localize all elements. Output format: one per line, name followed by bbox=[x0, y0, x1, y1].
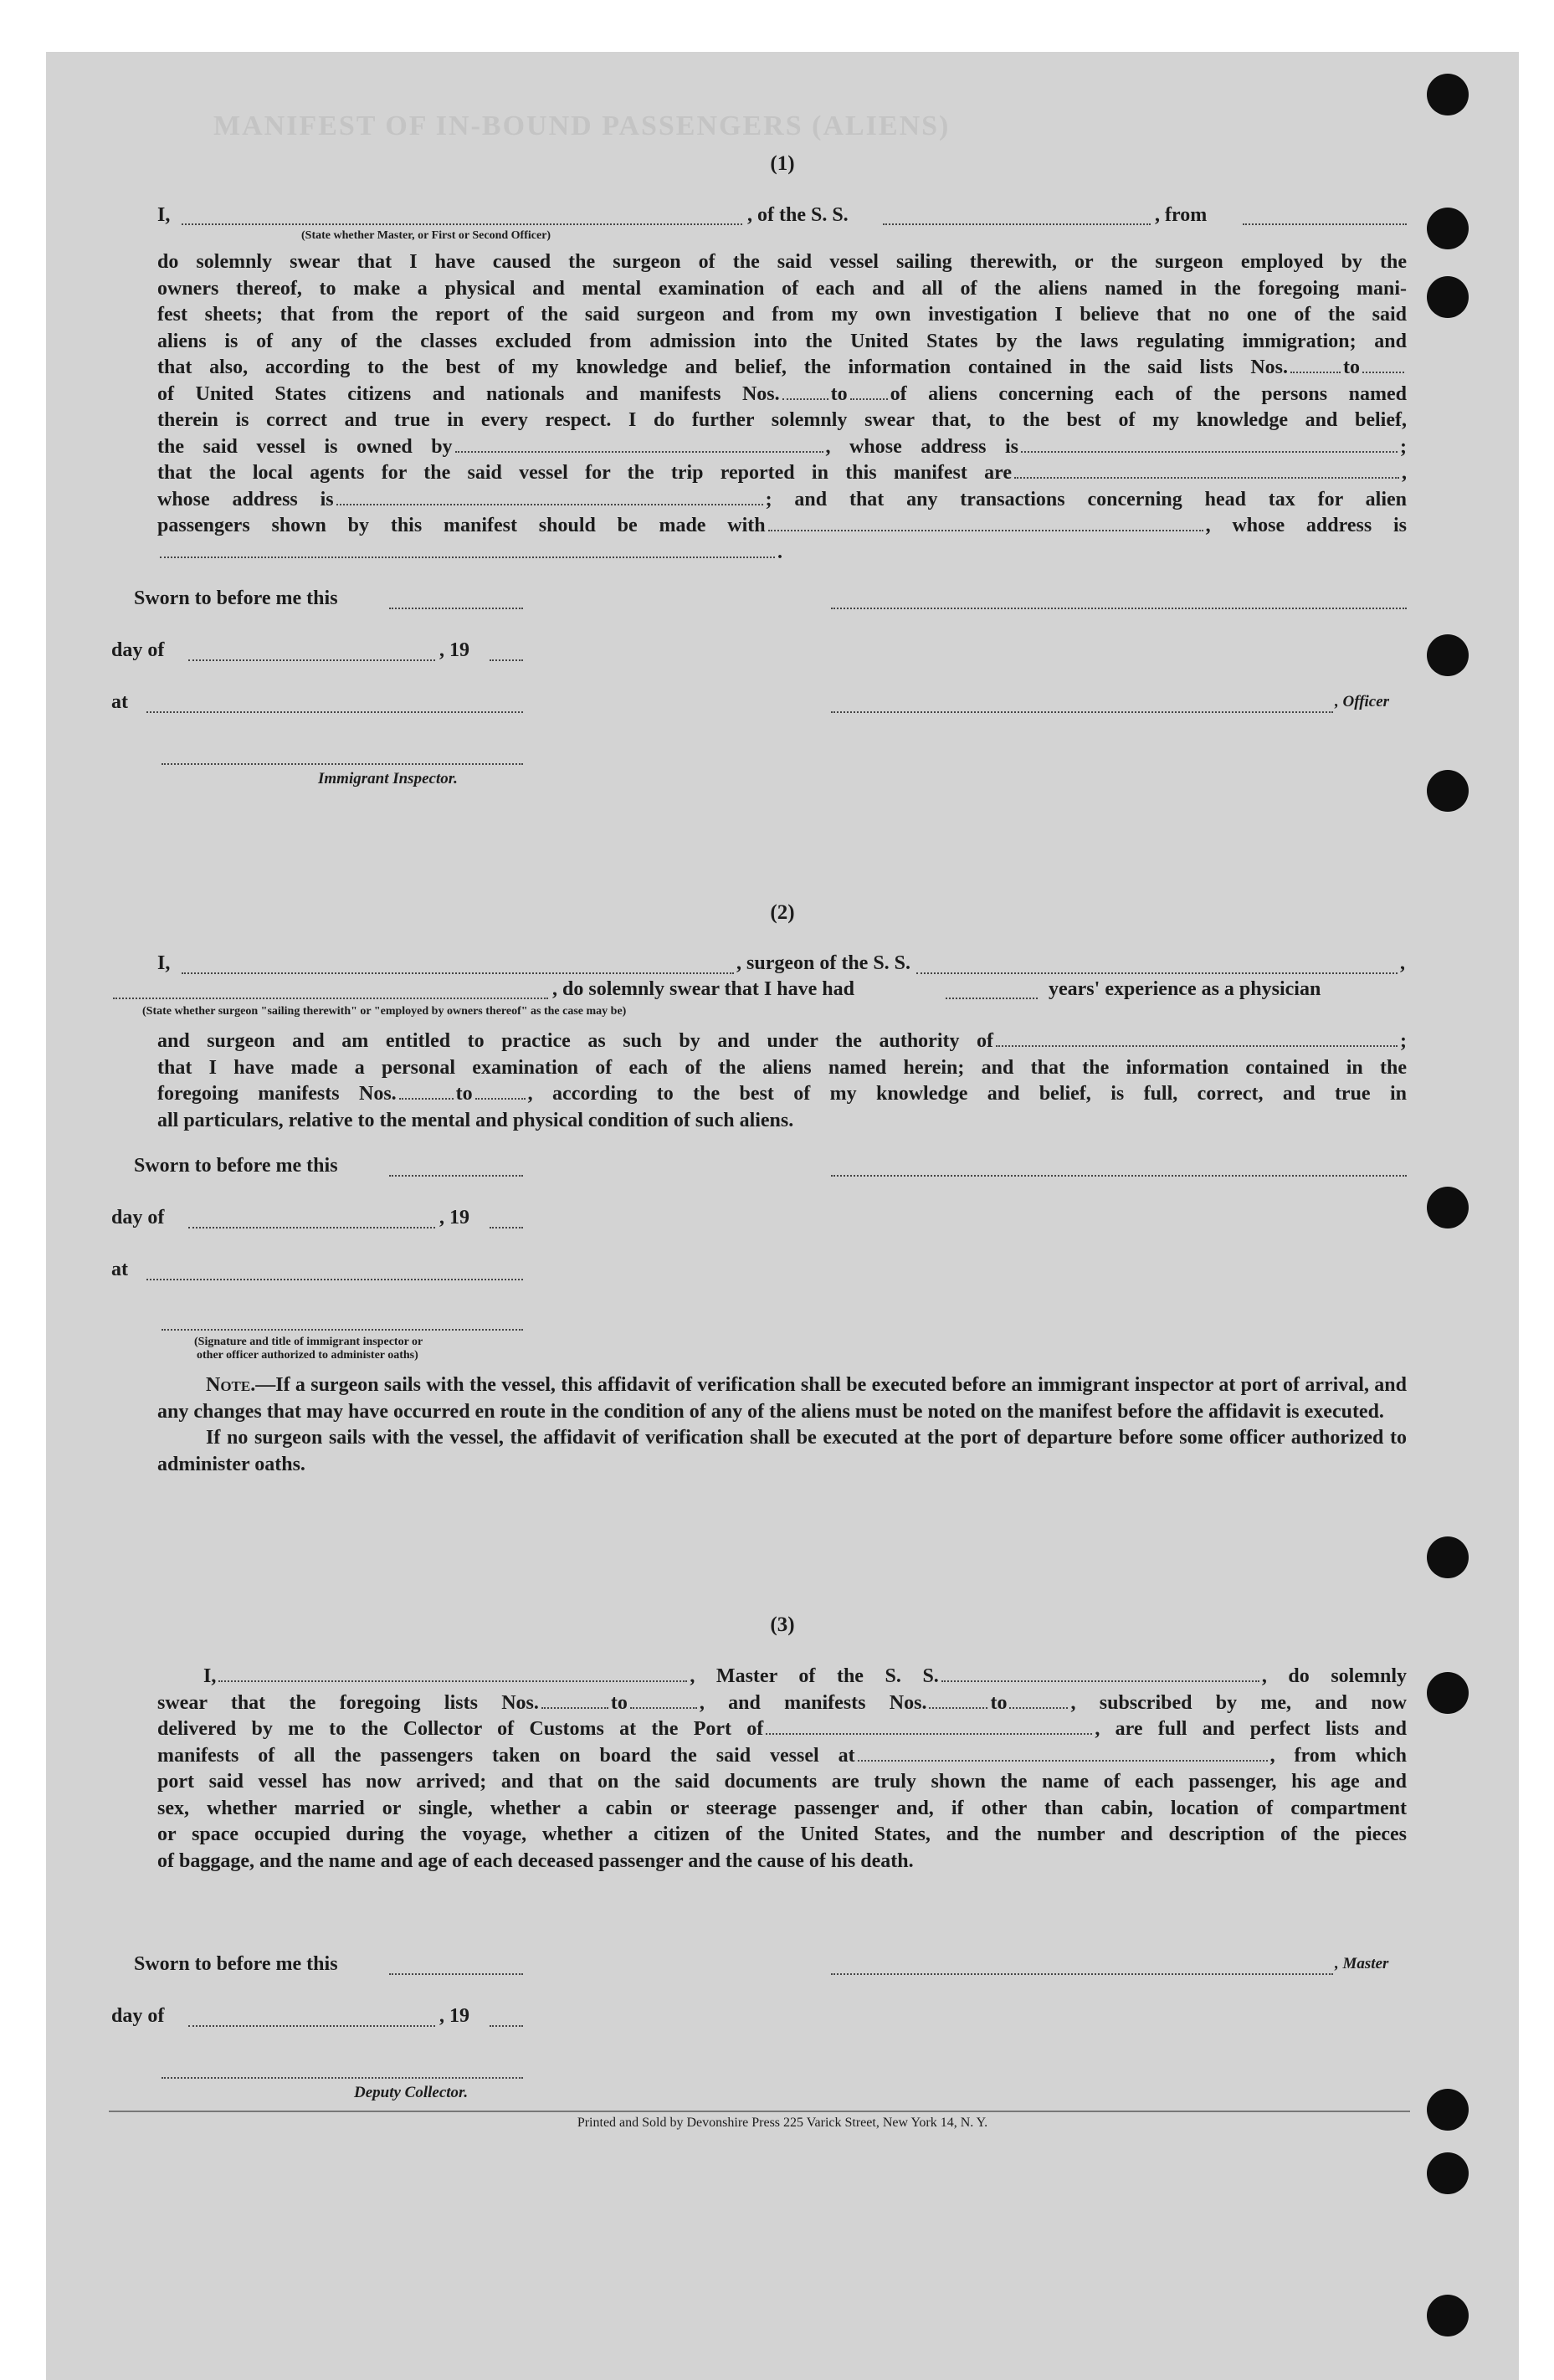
master-line-text: , do solemnly bbox=[1261, 1665, 1407, 1687]
master-line-text: swear that the foregoing lists Nos. bbox=[157, 1691, 539, 1714]
at-label: at bbox=[111, 1259, 128, 1280]
background-stamp: MANIFEST OF IN-BOUND PASSENGERS (ALIENS) bbox=[213, 110, 951, 141]
oath-line: fest sheets; that from the report of the said surgeon and from my own investigation I believe that no one of the said bbox=[157, 304, 1407, 326]
manifest-page bbox=[46, 52, 1519, 2380]
punch-hole bbox=[1427, 1187, 1469, 1228]
punch-hole bbox=[1427, 770, 1469, 812]
surgeon-status-field[interactable] bbox=[113, 998, 548, 999]
section-number: (3) bbox=[770, 1613, 795, 1636]
surgeon-signature-field[interactable] bbox=[831, 1175, 1407, 1177]
master-line-text: delivered by me to the Collector of Customs at the Port of bbox=[157, 1718, 764, 1740]
vessel-name-field[interactable] bbox=[883, 223, 1151, 225]
oath-line-text: of United States citizens and nationals and manifests Nos. bbox=[157, 382, 780, 405]
oath-line-text: , bbox=[1402, 462, 1407, 484]
comma: , bbox=[1400, 952, 1405, 974]
officer-title-field[interactable] bbox=[831, 711, 1333, 713]
sworn-label: Sworn to before me this bbox=[134, 1155, 338, 1177]
note-paragraph bbox=[157, 1372, 1407, 1425]
deputy-label: Deputy Collector. bbox=[354, 2084, 469, 2101]
surgeon-line: that I have made a personal examination of each of the aliens named herein; and that the information contained in the bbox=[157, 1056, 1407, 1079]
officer-name-field[interactable] bbox=[182, 223, 742, 225]
oath-line bbox=[157, 434, 1407, 461]
signature-hint: (Signature and title of immigrant inspector or bbox=[194, 1336, 423, 1348]
surgeon-line bbox=[157, 1081, 1407, 1108]
day-month-field[interactable] bbox=[188, 2025, 435, 2027]
inspector-signature-field[interactable] bbox=[162, 1329, 523, 1331]
to-label: to bbox=[1343, 356, 1360, 378]
agents-field[interactable] bbox=[1014, 477, 1399, 479]
master-line: or space occupied during the voyage, whether a citizen of the United States, and the number and description of the pieces bbox=[157, 1823, 1407, 1845]
sworn-label: Sworn to before me this bbox=[134, 587, 338, 609]
of-ss-label: , of the S. S. bbox=[747, 204, 849, 226]
lists-to-field[interactable] bbox=[1362, 372, 1404, 373]
oath-line-text: passengers shown by this manifest should be made with bbox=[157, 515, 766, 536]
lists-from-field[interactable] bbox=[541, 1707, 608, 1709]
note-paragraph: If no surgeon sails with the vessel, the affidavit of verification shall be executed at the port of departure before some officer authorized to administer oaths. bbox=[157, 1427, 1407, 1475]
manifests-from-field[interactable] bbox=[782, 398, 828, 400]
surgeon-line-text: and surgeon and am entitled to practice as such by and under the authority of bbox=[157, 1030, 993, 1052]
day-month-field[interactable] bbox=[188, 1227, 435, 1228]
oath-line bbox=[157, 540, 1407, 567]
punch-hole bbox=[1427, 634, 1469, 676]
officer-signature-field[interactable] bbox=[831, 608, 1407, 609]
lists-to-field[interactable] bbox=[630, 1707, 697, 1709]
inspector-signature-field[interactable] bbox=[162, 763, 523, 765]
oath-line bbox=[157, 513, 1407, 540]
to-label: to bbox=[830, 382, 848, 405]
authority-field[interactable] bbox=[996, 1045, 1398, 1047]
surgeon-line-text: ; bbox=[1400, 1030, 1407, 1052]
oath-body bbox=[157, 249, 1407, 566]
surgeon-line-text: foregoing manifests Nos. bbox=[157, 1083, 397, 1105]
to-label: to bbox=[610, 1691, 628, 1714]
from-label: , from bbox=[1155, 204, 1208, 226]
sworn-date-field[interactable] bbox=[389, 1973, 523, 1975]
oath-line: aliens is of any of the classes excluded from admission into the United States by the laws regulating immigration; and bbox=[157, 330, 1407, 352]
oath-line-text: ; and that any transactions concerning head tax for alien bbox=[765, 488, 1407, 510]
sworn-label: Sworn to before me this bbox=[134, 1953, 338, 1975]
deputy-signature-field[interactable] bbox=[162, 2077, 523, 2079]
year-label: , 19 bbox=[439, 639, 469, 661]
years-label: years' experience as a physician bbox=[1049, 978, 1321, 1000]
year-label: , 19 bbox=[439, 2005, 469, 2027]
head-tax-address-field[interactable] bbox=[160, 557, 775, 558]
oath-line-text: . bbox=[777, 541, 782, 563]
surgeon-body bbox=[157, 1028, 1407, 1134]
oath-line-text: , whose address is bbox=[825, 435, 1018, 458]
oath-line-text: , whose address is bbox=[1205, 515, 1407, 536]
master-line bbox=[157, 1716, 1407, 1743]
owner-address-field[interactable] bbox=[1021, 451, 1398, 453]
surgeon-hint: (State whether surgeon "sailing therewith" or "employed by owners thereof" as the case may be) bbox=[142, 1005, 627, 1018]
manifests-from-field[interactable] bbox=[929, 1707, 987, 1709]
master-line-text: I, bbox=[203, 1665, 217, 1687]
lists-from-field[interactable] bbox=[1290, 372, 1341, 373]
oath-i: I, bbox=[157, 952, 171, 974]
sworn-date-field[interactable] bbox=[389, 1175, 523, 1177]
day-of-label: day of bbox=[111, 1207, 165, 1228]
oath-i: I, bbox=[157, 204, 171, 226]
oath-line: therein is correct and true in every respect. I do further solemnly swear that, to the best of my knowledge and belief, bbox=[157, 409, 1407, 431]
oath-line-text: whose address is bbox=[157, 488, 334, 510]
swear-label: , do solemnly swear that I have had bbox=[552, 978, 854, 1000]
master-line-text: , are full and perfect lists and bbox=[1095, 1718, 1408, 1740]
boarding-port-field[interactable] bbox=[858, 1760, 1268, 1762]
master-signature-field[interactable] bbox=[831, 1973, 1333, 1975]
head-tax-contact-field[interactable] bbox=[768, 530, 1203, 531]
printer-credit: Printed and Sold by Devonshire Press 225 Varick Street, New York 14, N. Y. bbox=[577, 2116, 988, 2130]
note-label: Note. bbox=[206, 1374, 256, 1396]
master-line bbox=[157, 1690, 1407, 1717]
port-field[interactable] bbox=[766, 1733, 1092, 1735]
manifests-to-field[interactable] bbox=[850, 398, 888, 400]
master-name-field[interactable] bbox=[218, 1680, 687, 1682]
note bbox=[157, 1372, 1407, 1478]
oath-line: owners thereof, to make a physical and mental examination of each and all of the aliens named in the foregoing mani- bbox=[157, 277, 1407, 300]
punch-hole bbox=[1427, 2295, 1469, 2336]
master-body bbox=[157, 1664, 1407, 1875]
day-of-label: day of bbox=[111, 2005, 165, 2027]
sworn-date-field[interactable] bbox=[389, 608, 523, 609]
year-field[interactable] bbox=[490, 1227, 523, 1228]
day-month-field[interactable] bbox=[188, 659, 435, 661]
master-line-text: , and manifests Nos. bbox=[699, 1691, 927, 1714]
years-field[interactable] bbox=[946, 998, 1038, 999]
vessel-name-field[interactable] bbox=[941, 1680, 1259, 1682]
officer-hint: (State whether Master, or First or Second Officer) bbox=[301, 229, 551, 242]
agents-address-field[interactable] bbox=[336, 504, 763, 505]
note-text: —If a surgeon sails with the vessel, this affidavit of verification shall be executed before an immigrant inspector at port of arrival, and any changes that may have occurred en route in the condition of any of the aliens must be noted on the manifest before the affidavit is executed. bbox=[157, 1374, 1407, 1423]
day-of-label: day of bbox=[111, 639, 165, 661]
punch-hole bbox=[1427, 1672, 1469, 1714]
punch-hole bbox=[1427, 276, 1469, 318]
manifests-from-field[interactable] bbox=[399, 1098, 454, 1100]
year-field[interactable] bbox=[490, 659, 523, 661]
master-label: , Master bbox=[1335, 1955, 1389, 1972]
year-field[interactable] bbox=[490, 2025, 523, 2027]
punch-hole bbox=[1427, 208, 1469, 249]
place-field[interactable] bbox=[146, 1279, 523, 1280]
master-line-text: , subscribed by me, and now bbox=[1070, 1691, 1407, 1714]
surgeon-of-label: , surgeon of the S. S. bbox=[736, 952, 911, 974]
oath-line-text: the said vessel is owned by bbox=[157, 435, 453, 458]
owner-field[interactable] bbox=[455, 451, 823, 453]
master-line bbox=[157, 1664, 1407, 1690]
oath-line-text: ; bbox=[1399, 435, 1407, 458]
oath-line-text: that also, according to the best of my knowledge and belief, the information contained in the said lists Nos. bbox=[157, 356, 1288, 378]
oath-line bbox=[157, 355, 1407, 382]
surgeon-line: all particulars, relative to the mental and physical condition of such aliens. bbox=[157, 1109, 794, 1131]
master-line-text: , Master of the S. S. bbox=[690, 1665, 939, 1687]
section-number: (1) bbox=[770, 152, 795, 175]
master-line: of baggage, and the name and age of each deceased passenger and the cause of his death. bbox=[157, 1849, 914, 1872]
vessel-name-field[interactable] bbox=[916, 972, 1398, 974]
oath-line bbox=[157, 487, 1407, 514]
manifests-to-field[interactable] bbox=[1009, 1707, 1068, 1709]
to-label: to bbox=[455, 1083, 473, 1105]
signature-hint: other officer authorized to administer oaths) bbox=[197, 1349, 418, 1362]
master-line bbox=[157, 1743, 1407, 1770]
to-label: to bbox=[990, 1691, 1008, 1714]
master-line: sex, whether married or single, whether a cabin or steerage passenger and, if other than cabin, location of compartment bbox=[157, 1797, 1407, 1819]
master-line-text: , from which bbox=[1269, 1744, 1407, 1767]
oath-line: do solemnly swear that I have caused the surgeon of the said vessel sailing therewith, or the surgeon employed by the bbox=[157, 251, 1407, 273]
surgeon-line bbox=[157, 1028, 1407, 1055]
punch-hole bbox=[1427, 74, 1469, 115]
master-line: port said vessel has now arrived; and that on the said documents are truly shown the name of each passenger, his age and bbox=[157, 1771, 1407, 1793]
place-field[interactable] bbox=[146, 711, 523, 713]
surgeon-line-text: , according to the best of my knowledge and belief, is full, correct, and true in bbox=[527, 1083, 1407, 1105]
punch-hole bbox=[1427, 2152, 1469, 2194]
surgeon-name-field[interactable] bbox=[182, 972, 734, 974]
oath-line bbox=[157, 382, 1407, 408]
officer-label: , Officer bbox=[1335, 693, 1390, 710]
at-label: at bbox=[111, 691, 128, 713]
oath-line-text: of aliens concerning each of the persons named bbox=[890, 382, 1407, 405]
manifests-to-field[interactable] bbox=[475, 1098, 526, 1100]
from-port-field[interactable] bbox=[1243, 223, 1407, 225]
section-number: (2) bbox=[770, 901, 795, 924]
inspector-label: Immigrant Inspector. bbox=[318, 770, 458, 787]
oath-line bbox=[157, 460, 1407, 487]
footer-rule bbox=[109, 2111, 1410, 2112]
punch-hole bbox=[1427, 1536, 1469, 1578]
master-line-text: manifests of all the passengers taken on board the said vessel at bbox=[157, 1744, 855, 1767]
year-label: , 19 bbox=[439, 1207, 469, 1228]
oath-line-text: that the local agents for the said vessel for the trip reported in this manifest are bbox=[157, 462, 1012, 484]
